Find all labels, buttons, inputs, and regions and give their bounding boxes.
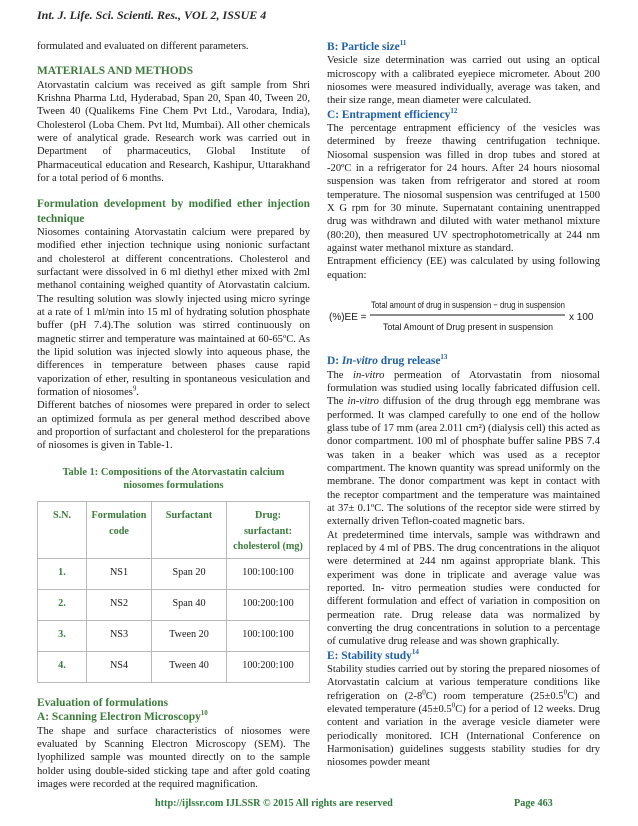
release-run: The (327, 369, 354, 381)
stability-ref: 14 (411, 648, 419, 657)
table-title (37, 466, 310, 493)
cell-sn: 2. (38, 590, 87, 621)
cell-ratio: 100:100:100 (227, 621, 310, 652)
batches-text: Different batches of niosomes were prepared in order to select an optimized formula as per general method described above and proportion of surfactant and cholesterol for the preparations of niosomes is given in Table-1. (37, 400, 310, 452)
cell-ratio: 100:200:100 (227, 590, 310, 621)
release-ref: 13 (440, 353, 448, 362)
stability-run: C) room temperature (25±0.5 (425, 690, 564, 702)
header-ratio: Drug: surfactant: cholesterol (mg) (227, 502, 310, 559)
left-column (37, 40, 310, 791)
sem-heading (37, 710, 310, 724)
header-sn: S.N. (38, 502, 87, 559)
table-title-line2: niosomes formulations (123, 480, 224, 491)
equation-denominator: Total Amount of Drug present in suspension (383, 321, 553, 332)
cell-surfactant: Span 20 (152, 559, 227, 590)
right-column (327, 40, 600, 770)
header-formulation-code: Formulation code (87, 502, 152, 559)
formulation-body: Niosomes containing Atorvastatin calcium were prepared by modified ether injection technique using nonionic surfactant and cholesterol at different concentrations. Cholesterol and surfactant were dissolved in 6 ml diethyl ether mixed with 2ml methanol containing weighed quantity of Atorvastatin calcium. The resulting solution was slowly injected using micro syringe at a rate of 1 ml/min into 15 ml of hydrating solution phosphate buffer (pH 7.4).The solution was stirred continuously on magnetic stirrer and temperature was maintained at 60-65ºC. As the lipid solution was injected slowly into aqueous phase, the differences in temperature between phases cause rapid vaporization of ether, resulting in spontaneous vesiculation and formation of niosomes (37, 226, 310, 398)
equation-multiplier: x 100 (569, 312, 594, 323)
footer-site-link[interactable]: http://ijlssr.com IJLSSR © 2015 All rights are reserved (155, 798, 393, 809)
release-italic: in-vitro (353, 369, 385, 381)
cell-ratio: 100:100:100 (227, 559, 310, 590)
composition-table (37, 501, 310, 683)
header-surfactant: Surfactant (152, 502, 227, 559)
cell-code: NS2 (87, 590, 152, 621)
sem-text: The shape and surface characteristics of niosomes were evaluated by Scanning Electron Microscopy (SEM). The lyophilized sample was mounted directly on to the sample holder using double-sided sticking tape and after gold coating images were recorded at the required magnification. (37, 725, 310, 791)
table-header-row (38, 502, 310, 559)
degree-sup: 0 (422, 688, 426, 697)
entrapment-text: The percentage entrapment efficiency of the vesicles was determined by freeze thawing centrifugation technique. Niosomal suspension was filled in drop tubes and stored at -20ºC in a refrigerator for 24 hours. After 24 hours niosomal suspension was taken from refrigerator and stored at room temperature. The niosomal suspension was centrifuged at 1500 X G rpm for 30 minute. Supernatant containing unentrapped drug was withdrawn and diluted with water methanol mixture (80:20), then measured UV spectrophotometrically at 244 nm against water methanol mixture as standard. (327, 122, 600, 254)
cell-sn: 3. (38, 621, 87, 652)
sem-heading-text: A: Scanning Electron Microscopy (37, 711, 201, 724)
cell-sn: 1. (38, 559, 87, 590)
cell-surfactant: Tween 40 (152, 652, 227, 683)
cell-surfactant: Tween 20 (152, 621, 227, 652)
degree-sup: 0 (563, 688, 568, 697)
table-title-line1: Table 1: Compositions of the Atorvastatin calcium (62, 466, 285, 478)
release-heading-italic: In-vitro (341, 355, 378, 368)
stability-run: Stability studies carried out by storing the prepared niosomes of Atorvastatin calcium at various temperature conditions like refrigeration on (2-8 (327, 664, 600, 702)
degree-sup: 0 (451, 701, 456, 710)
formulation-text (37, 226, 310, 399)
table-row (38, 621, 310, 652)
particle-heading-text: B: Particle size (327, 41, 400, 53)
release-text-2: At predetermined time intervals, sample was withdrawn and replaced by 4 ml of PBS. The drug concentrations in the aliquot were determined at 244 nm against appropriate blank. This experiment was done in triplicate and average value was reported. In- vitro permeation studies were conducted for different formulation and effect of variation in composition on permeation rate. Drug release data was normalized by converting the drug concentrations in solution to a percentage of cumulative drug release and was shown graphically. (327, 529, 600, 648)
particle-heading (327, 40, 600, 54)
intro-tail: formulated and evaluated on different parameters. (37, 41, 249, 52)
table-row (38, 590, 310, 621)
formulation-heading: Formulation development by modified ether injection technique (37, 198, 310, 225)
cell-code: NS1 (87, 559, 152, 590)
entrapment-heading-text: C: Entrapment efficiency (327, 108, 451, 121)
page-number: Page 463 (514, 798, 553, 809)
ee-equation (327, 288, 600, 344)
release-heading (327, 354, 600, 368)
formulation-end: . (136, 386, 140, 398)
entrapment-heading (327, 108, 600, 122)
materials-text: Atorvastatin calcium was received as gift sample from Shri Krishna Pharma Ltd, Hyderabad, Span 20, Span 40, Tween 20, Tween 40 (Qualikems Fine Chem Pvt Ltd., Varodara, India), Cholesterol (Loba Chem. Pvt ltd, Mumbai). All other chemicals were of analytical grade. Research work was carried out in Department of pharmaceutics, Global Institute of Pharmaceutical education and Research, Kashipur, Uttarakhand for a total period of 6 months. (37, 79, 310, 184)
journal-header: Int. J. Life. Sci. Scienti. Res., VOL 2, ISSUE 4 (37, 8, 267, 22)
stability-heading-text: E: Stability study (327, 649, 412, 662)
sem-ref: 10 (200, 709, 208, 718)
cell-ratio: 100:200:100 (227, 652, 310, 683)
cell-sn: 4. (38, 652, 87, 683)
equation-lhs: (%)EE = (329, 312, 367, 323)
stability-run: C) and elevated temperature (45±0.5 (327, 690, 600, 716)
particle-ref: 11 (399, 39, 407, 48)
cell-code: NS4 (87, 652, 152, 683)
release-run: permeation of Atorvastatin from niosomal formulation was studied using locally fabricated diffusion cell. The (327, 369, 600, 408)
ee-text: Entrapment efficiency (EE) was calculated by using following equation: (327, 256, 600, 281)
stability-text (327, 663, 600, 770)
cell-code: NS3 (87, 621, 152, 652)
release-run: diffusion of the drug through egg membrane was performed. It was clamped carefully to one end of the hollow glass tube of 17 mm (area 2.011 cm²) (dialysis cell) this acted as donor compartment. 100 ml of phosphate buffer saline PBS 7.4 was taken in a beaker which was used as a receptor compartment. The known quantity was spread uniformly on the membrane. The donor compartment was kept in contact with the receptor compartment and the temperature was maintained at 37± 0.1ºC. The solutions of the receptor side were stirred by externally driven Teflon-coated magnetic bars. (327, 396, 600, 528)
release-heading-prefix: D: (327, 355, 342, 368)
stability-heading (327, 649, 600, 663)
formulation-ref: 9 (132, 384, 137, 393)
evaluation-heading: Evaluation of formulations (37, 697, 169, 710)
release-italic: in-vitro (347, 396, 379, 408)
release-text-1 (327, 369, 600, 529)
table-row (38, 652, 310, 683)
entrapment-ref: 12 (450, 106, 458, 115)
materials-heading: MATERIALS AND METHODS (37, 65, 194, 78)
cell-surfactant: Span 40 (152, 590, 227, 621)
stability-run: C) for a period of 12 weeks. Drug content and variation in the average vesicle diameter were periodically monitored. ICH (International Conference on Harmonisation) guidelines suggests stability studies for dry niosomes powder meant (327, 704, 600, 769)
release-heading-suffix: drug release (377, 355, 441, 368)
equation-numerator: Total amount of drug in suspension − drug in suspension (371, 299, 565, 310)
particle-text: Vesicle size determination was carried out using an optical microscopy with a calibrated eyepiece micrometer. About 200 niosomes were measured individually, average was taken, and their size range, mean diameter were calculated. (327, 55, 600, 107)
table-row (38, 559, 310, 590)
